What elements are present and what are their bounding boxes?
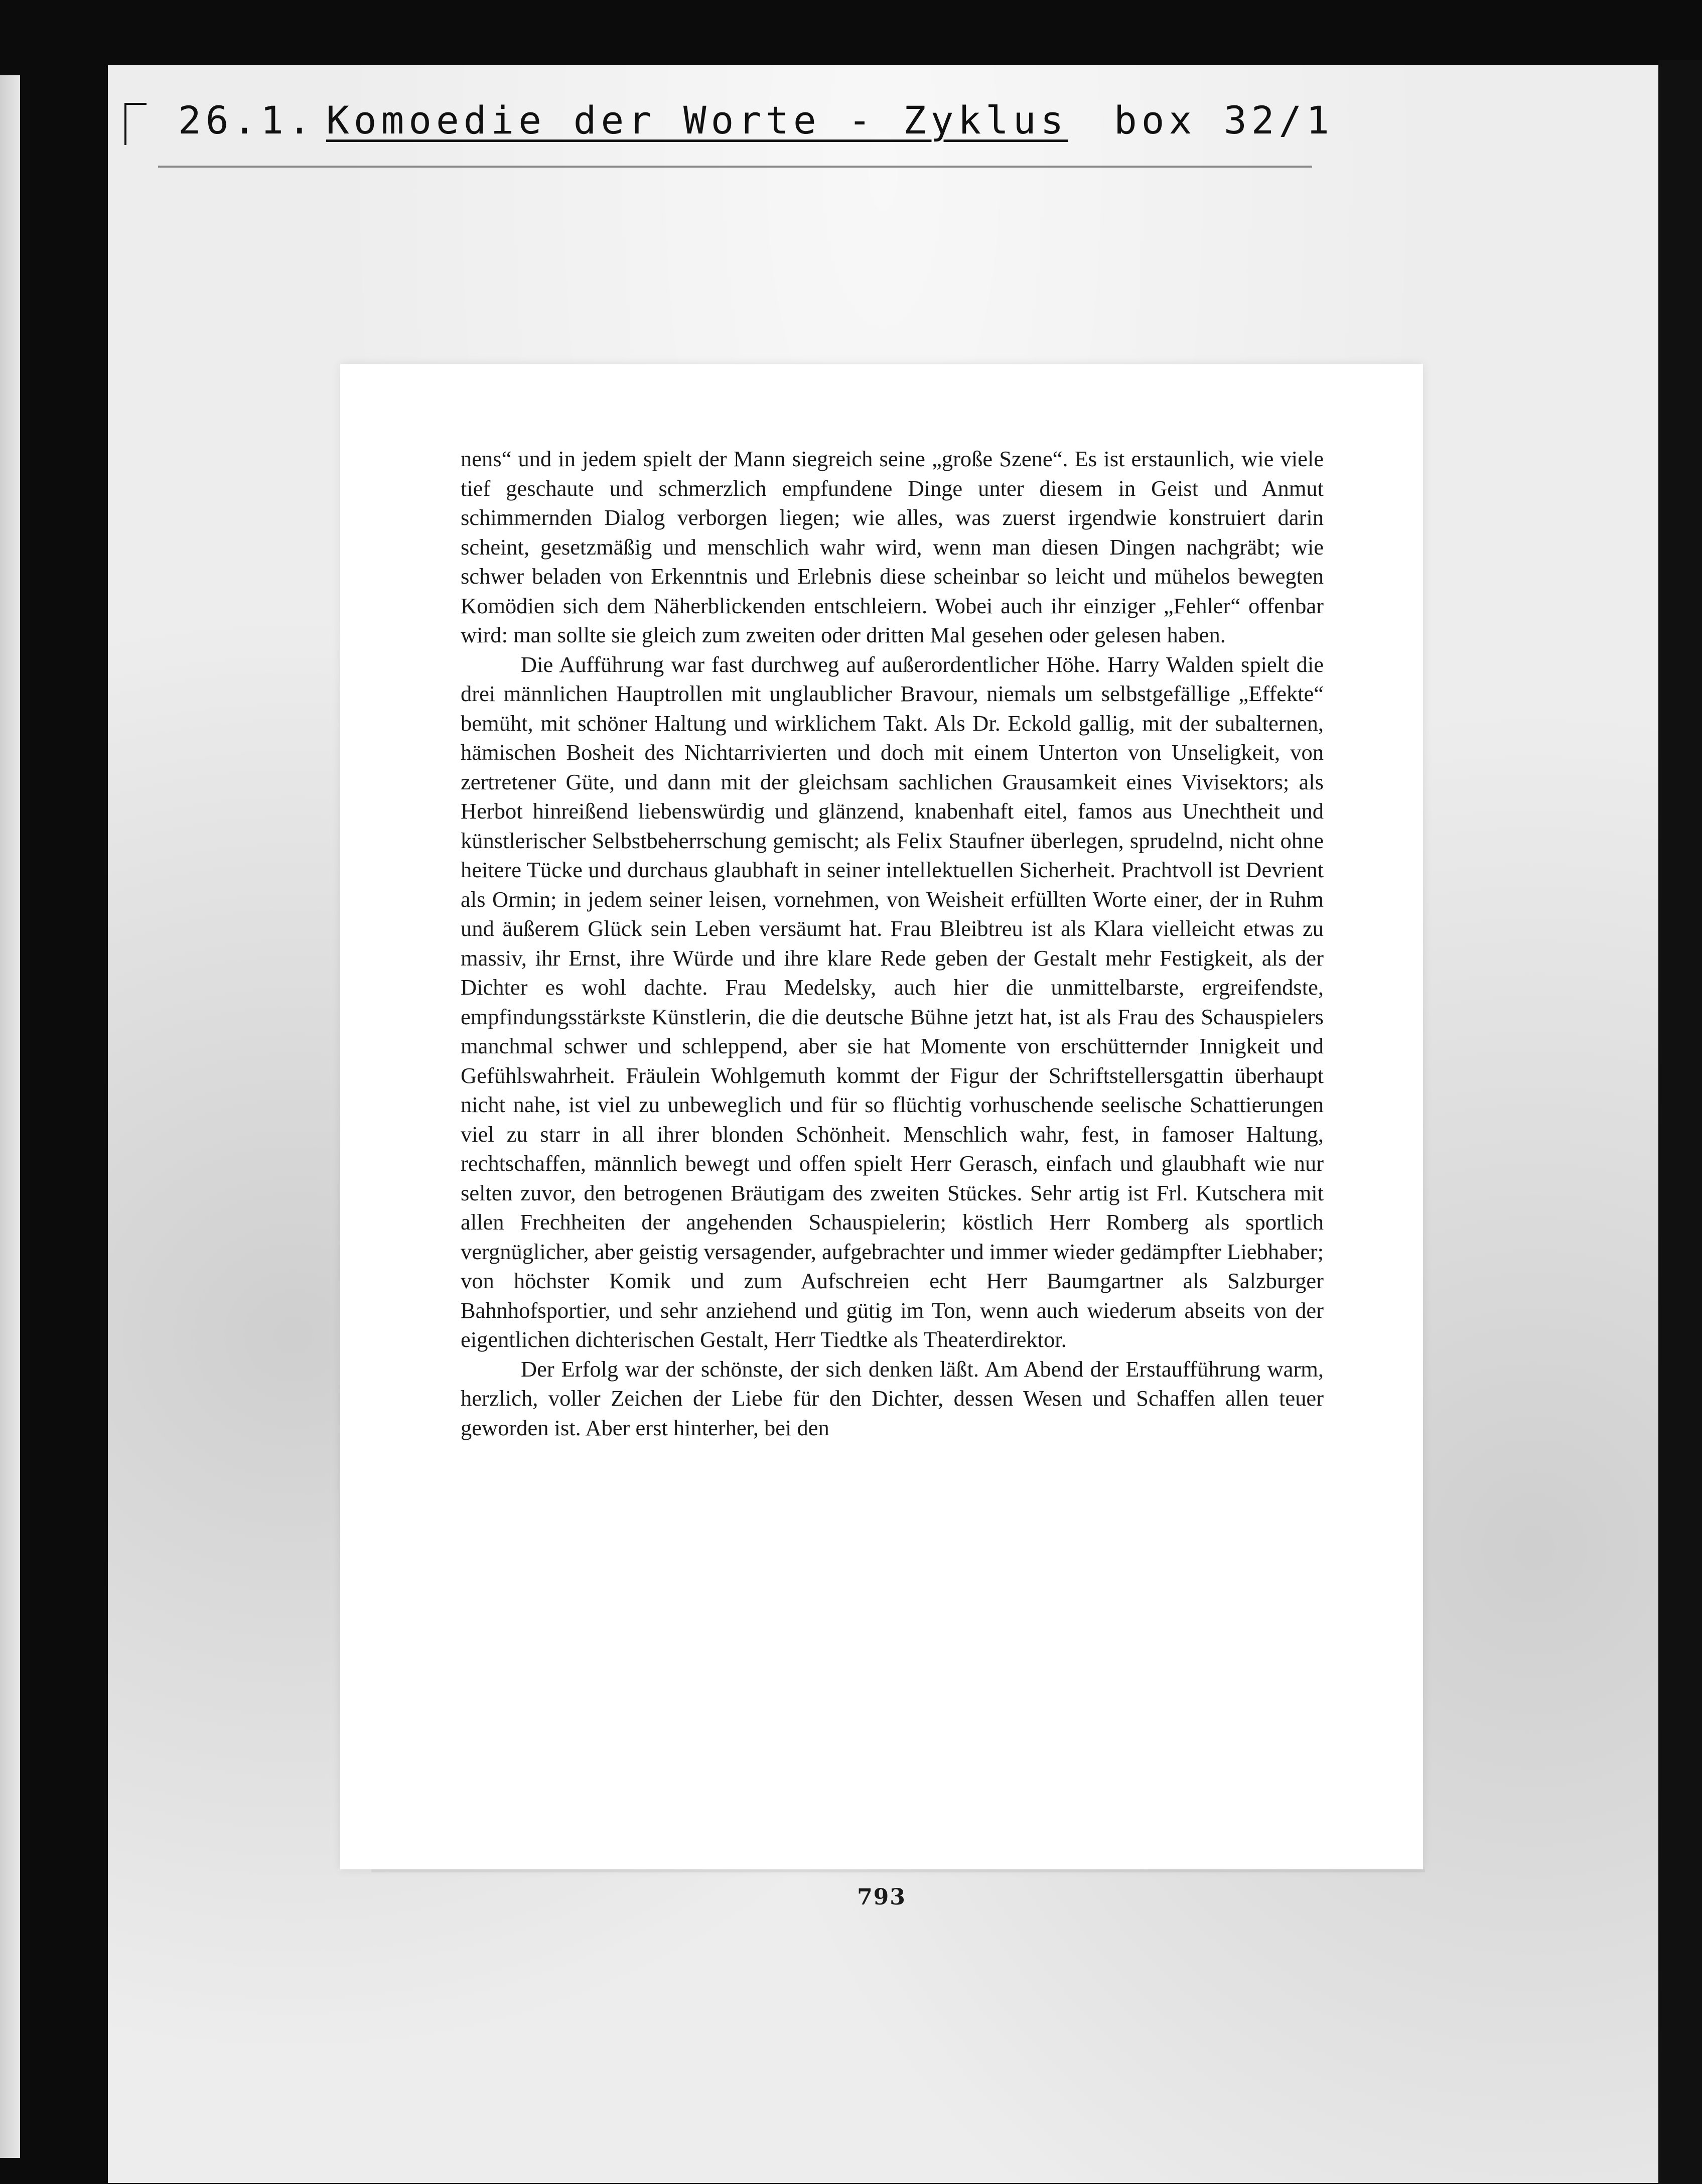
article-paragraph-1: nens“ und in jedem spielt der Mann siegreich seine „große Szene“. Es ist erstaunlich, wie viele tief geschaute und schmerzlich empfundene Dinge unter diesem in Geist und Anmut schimmernden Dialog verborgen liegen; wie alles, was zuerst irgendwie konstruiert darin scheint, gesetzmäßig und menschlich wahr wird, wenn man diesen Dingen nachgräbt; wie schwer beladen von Erkenntnis und Erlebnis diese scheinbar so leicht und mühelos bewegten Komödien sich dem Näherblickenden entschleiern. Wobei auch ihr einziger „Fehler“ offenbar wird: man sollte sie gleich zum zweiten oder dritten Mal gesehen oder gelesen haben. [461,446,1324,647]
clipping-edge-shadow [371,1869,1425,1872]
article-body [461,444,1324,1442]
corner-bracket [124,103,147,145]
adjacent-sheet-edge [0,75,20,2158]
header-rule [158,166,1312,168]
article-paragraph-2: Die Aufführung war fast durchweg auf außerordentlicher Höhe. Harry Walden spielt die drei männlichen Hauptrollen mit unglaublicher Bravour, niemals um selbstgefällige „Effekte“ bemüht, mit schöner Haltung und wirklichem Takt. Als Dr. Eckold gallig, mit der subalternen, hämischen Bosheit des Nichtarrivierten und doch mit einem Unterton von Unseligkeit, von zertretener Güte, und dann mit der gleichsam sachlichen Grausamkeit eines Vivisektors; als Herbot hinreißend liebenswürdig und glänzend, knabenhaft eitel, famos aus Unechtheit und künstlerischer Selbstbeherrschung gemischt; als Felix Staufner überlegen, sprudelnd, nicht ohne heitere Tücke und durchaus glaubhaft in seiner intellektuellen Sicherheit. Prachtvoll ist Devrient als Ormin; in jedem seiner leisen, vornehmen, von Weisheit erfüllten Worte einer, der in Ruhm und äußerem Glück sein Leben versäumt hat. Frau Bleibtreu ist als Klara vielleicht etwas zu massiv, ihr Ernst, ihre Würde und ihre klare Rede geben der Gestalt mehr Festigkeit, als der Dichter es wohl dachte. Frau Medelsky, auch hier die unmittelbarste, ergreifendste, empfindungsstärkste Künstlerin, die die deutsche Bühne jetzt hat, ist als Frau des Schauspielers manchmal schwer und schleppend, aber sie hat Momente von erschütternder Innigkeit und Gefühlswahrheit. Fräulein Wohlgemuth kommt der Figur der Schriftstellersgattin überhaupt nicht nahe, ist viel zu unbeweglich und für so flüchtig vorhuschende seelische Schattierungen viel zu starr in all ihrer blonden Schönheit. Menschlich wahr, fest, in famoser Haltung, rechtschaffen, männlich bewegt und offen spielt Herr Gerasch, einfach und glaubhaft wie nur selten zuvor, den betrogenen Bräutigam des zweiten Stückes. Sehr artig ist Frl. Kutschera mit allen Frechheiten der angehenden Schauspielerin; köstlich Herr Romberg als sportlich vergnüglicher, aber geistig versagender, aufgebrachter und immer wieder gedämpfter Liebhaber; von höchster Komik und zum Aufschreien echt Herr Baumgartner als Salzburger Bahnhofsportier, und sehr anziehend und gütig im Ton, wenn auch wiederum abseits von der eigentlichen dichterischen Gestalt, Herr Tiedtke als Theaterdirektor. [461,651,1324,1352]
header-title: Komoedie der Worte - Zyklus [326,98,1068,143]
header-section-number: 26.1. [178,98,316,143]
article-paragraph-3: Der Erfolg war der schönste, der sich denken läßt. Am Abend der Erstaufführung warm, herzlich, voller Zeichen der Liebe für den Dichter, dessen Wesen und Schaffen allen teuer geworden ist. Aber erst hinterher, bei den [461,1356,1324,1440]
page-number: 793 [857,1884,906,1910]
newspaper-clipping [340,364,1423,1910]
header-box-label: box 32/1 [1114,98,1334,143]
scan-shadow-edge [1658,60,1702,2184]
